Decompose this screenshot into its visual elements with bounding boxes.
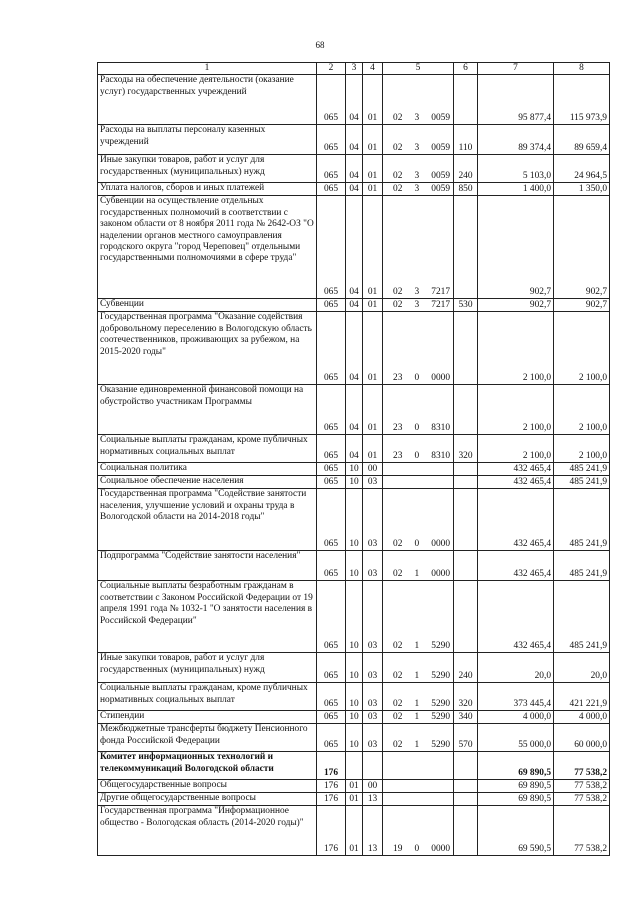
- expense-type-code: [454, 463, 478, 476]
- ministry-code: 176: [317, 752, 346, 780]
- amount-2016: 20,0: [554, 653, 610, 683]
- expense-type-code: [454, 312, 478, 385]
- budget-table: [97, 62, 610, 856]
- target-code-part: 0000: [431, 569, 450, 579]
- target-code-part: 5290: [431, 671, 450, 681]
- target-article-code: [383, 806, 454, 856]
- expense-type-code: [454, 806, 478, 856]
- header-cell-3: 3: [346, 63, 363, 75]
- subsection-code: 00: [363, 780, 383, 793]
- target-code-part: 0: [414, 539, 420, 549]
- ministry-code: 065: [317, 183, 346, 196]
- amount-2016: 902,7: [554, 299, 610, 312]
- target-article-code: [383, 463, 454, 476]
- table-row: [98, 312, 610, 385]
- ministry-code: 176: [317, 806, 346, 856]
- section-code: 01: [346, 780, 363, 793]
- table-row: [98, 463, 610, 476]
- header-cell-2: 2: [317, 63, 346, 75]
- expense-type-code: [454, 780, 478, 793]
- amount-2015: 69 890,5: [478, 793, 554, 806]
- table-row: [98, 752, 610, 780]
- target-code-part: 0059: [431, 143, 450, 153]
- target-code-part: 23: [393, 451, 403, 461]
- amount-2015: 1 400,0: [478, 183, 554, 196]
- target-code-part: 02: [393, 113, 403, 123]
- table-row: [98, 196, 610, 299]
- subsection-code: 01: [363, 183, 383, 196]
- target-article-code: [383, 489, 454, 551]
- table-row: [98, 806, 610, 856]
- row-description: Расходы на выплаты персоналу казенных учреждений: [98, 125, 317, 155]
- amount-2016: 4 000,0: [554, 711, 610, 724]
- amount-2015: 432 465,4: [478, 463, 554, 476]
- amount-2015: 95 877,4: [478, 75, 554, 125]
- row-description: Социальные выплаты гражданам, кроме публичных нормативных социальных выплат: [98, 435, 317, 463]
- expense-type-code: 320: [454, 683, 478, 711]
- header-cell-6: 6: [454, 63, 478, 75]
- subsection-code: 00: [363, 463, 383, 476]
- ministry-code: 065: [317, 581, 346, 653]
- row-description: Социальное обеспечение населения: [98, 476, 317, 489]
- target-article-code: [383, 793, 454, 806]
- table-body: [98, 63, 610, 856]
- target-article-code: [383, 581, 454, 653]
- expense-type-code: [454, 385, 478, 435]
- amount-2016: 902,7: [554, 196, 610, 299]
- section-code: 04: [346, 435, 363, 463]
- expense-type-code: 110: [454, 125, 478, 155]
- table-row: [98, 793, 610, 806]
- target-article-code: [383, 780, 454, 793]
- table-row: [98, 155, 610, 183]
- section-code: 04: [346, 299, 363, 312]
- amount-2016: 485 241,9: [554, 581, 610, 653]
- row-description: Субвенции: [98, 299, 317, 312]
- target-code-part: 3: [414, 287, 420, 297]
- row-description: Общегосударственные вопросы: [98, 780, 317, 793]
- section-code: 04: [346, 125, 363, 155]
- target-code-part: 8310: [431, 451, 450, 461]
- section-code: 10: [346, 476, 363, 489]
- target-code-part: 5290: [431, 712, 450, 722]
- ministry-code: 176: [317, 780, 346, 793]
- row-description: Государственная программа "Оказание содействия добровольному переселению в Вологодскую область соотечественников, проживающих за рубежом, на 2015-2020 годы": [98, 312, 317, 385]
- section-code: 04: [346, 385, 363, 435]
- expense-type-code: [454, 793, 478, 806]
- target-article-code: [383, 551, 454, 581]
- expense-type-code: 570: [454, 724, 478, 752]
- section-code: 04: [346, 155, 363, 183]
- amount-2016: 77 538,2: [554, 793, 610, 806]
- target-code-part: 7217: [431, 287, 450, 297]
- amount-2016: 485 241,9: [554, 489, 610, 551]
- target-code-part: 02: [393, 184, 403, 194]
- table-row: [98, 724, 610, 752]
- target-code-part: 1: [414, 569, 420, 579]
- section-code: 04: [346, 196, 363, 299]
- amount-2015: 902,7: [478, 196, 554, 299]
- row-description: Подпрограмма "Содействие занятости населения": [98, 551, 317, 581]
- target-article-code: [383, 155, 454, 183]
- table-row: [98, 711, 610, 724]
- row-description: Другие общегосударственные вопросы: [98, 793, 317, 806]
- subsection-code: 01: [363, 125, 383, 155]
- amount-2016: 2 100,0: [554, 385, 610, 435]
- target-code-part: 3: [414, 300, 420, 310]
- amount-2015: 2 100,0: [478, 435, 554, 463]
- target-code-part: 0000: [431, 539, 450, 549]
- expense-type-code: [454, 581, 478, 653]
- expense-type-code: [454, 476, 478, 489]
- section-code: 01: [346, 793, 363, 806]
- ministry-code: 176: [317, 793, 346, 806]
- table-row: [98, 183, 610, 196]
- amount-2015: 69 590,5: [478, 806, 554, 856]
- amount-2016: 89 659,4: [554, 125, 610, 155]
- ministry-code: 065: [317, 196, 346, 299]
- row-description: Государственная программа "Содействие занятости населения, улучшение условий и охраны труда в Вологодской области на 2014-2018 годы": [98, 489, 317, 551]
- expense-type-code: 530: [454, 299, 478, 312]
- table-row: [98, 551, 610, 581]
- section-code: [346, 752, 363, 780]
- amount-2015: 5 103,0: [478, 155, 554, 183]
- target-code-part: 1: [414, 641, 420, 651]
- table-row: [98, 683, 610, 711]
- target-article-code: [383, 653, 454, 683]
- row-description: Иные закупки товаров, работ и услуг для государственных (муниципальных) нужд: [98, 653, 317, 683]
- amount-2016: 485 241,9: [554, 476, 610, 489]
- amount-2015: 432 465,4: [478, 476, 554, 489]
- ministry-code: 065: [317, 711, 346, 724]
- target-article-code: [383, 196, 454, 299]
- ministry-code: 065: [317, 476, 346, 489]
- ministry-code: 065: [317, 125, 346, 155]
- amount-2016: 77 538,2: [554, 752, 610, 780]
- target-article-code: [383, 435, 454, 463]
- header-cell-5: 5: [383, 63, 454, 75]
- subsection-code: 01: [363, 385, 383, 435]
- amount-2016: 60 000,0: [554, 724, 610, 752]
- row-description: Государственная программа "Информационное общество - Вологодская область (2014-2020 годы)": [98, 806, 317, 856]
- target-code-part: 5290: [431, 740, 450, 750]
- table-row: [98, 75, 610, 125]
- target-code-part: 0059: [431, 171, 450, 181]
- amount-2015: 20,0: [478, 653, 554, 683]
- table-row: [98, 581, 610, 653]
- target-code-part: 0059: [431, 184, 450, 194]
- subsection-code: 01: [363, 196, 383, 299]
- expense-type-code: 240: [454, 155, 478, 183]
- ministry-code: 065: [317, 463, 346, 476]
- header-cell-8: 8: [554, 63, 610, 75]
- ministry-code: 065: [317, 653, 346, 683]
- target-article-code: [383, 125, 454, 155]
- target-code-part: 02: [393, 641, 403, 651]
- page-number: 68: [315, 40, 325, 50]
- section-code: 10: [346, 551, 363, 581]
- target-code-part: 0: [414, 844, 420, 854]
- target-code-part: 0: [414, 373, 420, 383]
- target-article-code: [383, 385, 454, 435]
- row-description: Уплата налогов, сборов и иных платежей: [98, 183, 317, 196]
- target-code-part: 1: [414, 740, 420, 750]
- target-code-part: 02: [393, 143, 403, 153]
- target-code-part: 02: [393, 569, 403, 579]
- amount-2015: 69 890,5: [478, 780, 554, 793]
- target-code-part: 3: [414, 184, 420, 194]
- amount-2015: 55 000,0: [478, 724, 554, 752]
- table-row: [98, 435, 610, 463]
- section-code: 04: [346, 312, 363, 385]
- amount-2016: 421 221,9: [554, 683, 610, 711]
- target-code-part: 1: [414, 699, 420, 709]
- amount-2016: 485 241,9: [554, 463, 610, 476]
- header-row: [98, 63, 610, 75]
- target-article-code: [383, 683, 454, 711]
- ministry-code: 065: [317, 385, 346, 435]
- target-code-part: 0059: [431, 113, 450, 123]
- target-code-part: 3: [414, 113, 420, 123]
- subsection-code: 01: [363, 299, 383, 312]
- target-code-part: 23: [393, 423, 403, 433]
- amount-2016: 115 973,9: [554, 75, 610, 125]
- target-code-part: 02: [393, 171, 403, 181]
- target-code-part: 0: [414, 423, 420, 433]
- amount-2015: 2 100,0: [478, 312, 554, 385]
- target-code-part: 1: [414, 671, 420, 681]
- table-row: [98, 780, 610, 793]
- subsection-code: 03: [363, 476, 383, 489]
- target-code-part: 23: [393, 373, 403, 383]
- target-code-part: 02: [393, 300, 403, 310]
- subsection-code: 03: [363, 724, 383, 752]
- expense-type-code: 320: [454, 435, 478, 463]
- subsection-code: 01: [363, 435, 383, 463]
- target-code-part: 7217: [431, 300, 450, 310]
- section-code: 10: [346, 683, 363, 711]
- table-row: [98, 125, 610, 155]
- row-description: Иные закупки товаров, работ и услуг для государственных (муниципальных) нужд: [98, 155, 317, 183]
- target-code-part: 8310: [431, 423, 450, 433]
- subsection-code: 03: [363, 711, 383, 724]
- section-code: 01: [346, 806, 363, 856]
- subsection-code: 13: [363, 806, 383, 856]
- section-code: 10: [346, 724, 363, 752]
- ministry-code: 065: [317, 489, 346, 551]
- target-article-code: [383, 299, 454, 312]
- expense-type-code: [454, 75, 478, 125]
- row-description: Оказание единовременной финансовой помощи на обустройство участникам Программы: [98, 385, 317, 435]
- table-row: [98, 489, 610, 551]
- ministry-code: 065: [317, 435, 346, 463]
- amount-2016: 77 538,2: [554, 806, 610, 856]
- section-code: 10: [346, 581, 363, 653]
- target-article-code: [383, 312, 454, 385]
- amount-2016: 77 538,2: [554, 780, 610, 793]
- row-description: Расходы на обеспечение деятельности (оказание услуг) государственных учреждений: [98, 75, 317, 125]
- subsection-code: 03: [363, 489, 383, 551]
- target-code-part: 5290: [431, 641, 450, 651]
- subsection-code: 03: [363, 683, 383, 711]
- expense-type-code: 850: [454, 183, 478, 196]
- target-code-part: 19: [393, 844, 403, 854]
- amount-2015: 902,7: [478, 299, 554, 312]
- target-article-code: [383, 724, 454, 752]
- target-code-part: 0000: [431, 373, 450, 383]
- amount-2015: 69 890,5: [478, 752, 554, 780]
- subsection-code: 03: [363, 581, 383, 653]
- target-article-code: [383, 183, 454, 196]
- section-code: 10: [346, 489, 363, 551]
- table-row: [98, 476, 610, 489]
- table-row: [98, 385, 610, 435]
- amount-2016: 2 100,0: [554, 435, 610, 463]
- header-cell-4: 4: [363, 63, 383, 75]
- target-article-code: [383, 75, 454, 125]
- section-code: 10: [346, 463, 363, 476]
- target-code-part: 3: [414, 171, 420, 181]
- target-code-part: 02: [393, 712, 403, 722]
- amount-2016: 485 241,9: [554, 551, 610, 581]
- ministry-code: 065: [317, 724, 346, 752]
- section-code: 10: [346, 711, 363, 724]
- subsection-code: [363, 752, 383, 780]
- target-code-part: 02: [393, 287, 403, 297]
- ministry-code: 065: [317, 299, 346, 312]
- row-description: Стипендии: [98, 711, 317, 724]
- subsection-code: 01: [363, 155, 383, 183]
- target-code-part: 02: [393, 539, 403, 549]
- subsection-code: 03: [363, 551, 383, 581]
- ministry-code: 065: [317, 75, 346, 125]
- target-article-code: [383, 711, 454, 724]
- row-description: Межбюджетные трансферты бюджету Пенсионного фонда Российской Федерации: [98, 724, 317, 752]
- header-cell-1: 1: [98, 63, 317, 75]
- target-article-code: [383, 752, 454, 780]
- row-description: Социальные выплаты безработным гражданам в соответствии с Законом Российской Федерации от 19 апреля 1991 года № 1032-1 "О занятости населения в Российской Федерации": [98, 581, 317, 653]
- subsection-code: 03: [363, 653, 383, 683]
- table-row: [98, 653, 610, 683]
- target-code-part: 02: [393, 699, 403, 709]
- amount-2016: 2 100,0: [554, 312, 610, 385]
- ministry-code: 065: [317, 683, 346, 711]
- ministry-code: 065: [317, 551, 346, 581]
- amount-2015: 432 465,4: [478, 551, 554, 581]
- target-code-part: 5290: [431, 699, 450, 709]
- target-article-code: [383, 476, 454, 489]
- amount-2015: 373 445,4: [478, 683, 554, 711]
- target-code-part: 02: [393, 671, 403, 681]
- amount-2015: 2 100,0: [478, 385, 554, 435]
- expense-type-code: [454, 489, 478, 551]
- amount-2015: 4 000,0: [478, 711, 554, 724]
- amount-2016: 24 964,5: [554, 155, 610, 183]
- subsection-code: 01: [363, 312, 383, 385]
- table-row: [98, 299, 610, 312]
- target-code-part: 0000: [431, 844, 450, 854]
- row-description: Социальные выплаты гражданам, кроме публичных нормативных социальных выплат: [98, 683, 317, 711]
- row-description: Комитет информационных технологий и телекоммуникаций Вологодской области: [98, 752, 317, 780]
- ministry-code: 065: [317, 312, 346, 385]
- expense-type-code: [454, 551, 478, 581]
- subsection-code: 13: [363, 793, 383, 806]
- target-code-part: 1: [414, 712, 420, 722]
- header-cell-7: 7: [478, 63, 554, 75]
- row-description: Социальная политика: [98, 463, 317, 476]
- row-description: Субвенции на осуществление отдельных государственных полномочий в соответствии с законом области от 8 ноября 2011 года № 2642-ОЗ "О наделении органов местного самоуправления городского округа "город Череповец" отдельными государственными полномочиями в сфере труда": [98, 196, 317, 299]
- target-code-part: 3: [414, 143, 420, 153]
- ministry-code: 065: [317, 155, 346, 183]
- expense-type-code: 240: [454, 653, 478, 683]
- expense-type-code: [454, 752, 478, 780]
- amount-2015: 432 465,4: [478, 489, 554, 551]
- expense-type-code: 340: [454, 711, 478, 724]
- expense-type-code: [454, 196, 478, 299]
- target-code-part: 0: [414, 451, 420, 461]
- amount-2015: 432 465,4: [478, 581, 554, 653]
- section-code: 04: [346, 75, 363, 125]
- subsection-code: 01: [363, 75, 383, 125]
- section-code: 10: [346, 653, 363, 683]
- amount-2015: 89 374,4: [478, 125, 554, 155]
- target-code-part: 02: [393, 740, 403, 750]
- section-code: 04: [346, 183, 363, 196]
- amount-2016: 1 350,0: [554, 183, 610, 196]
